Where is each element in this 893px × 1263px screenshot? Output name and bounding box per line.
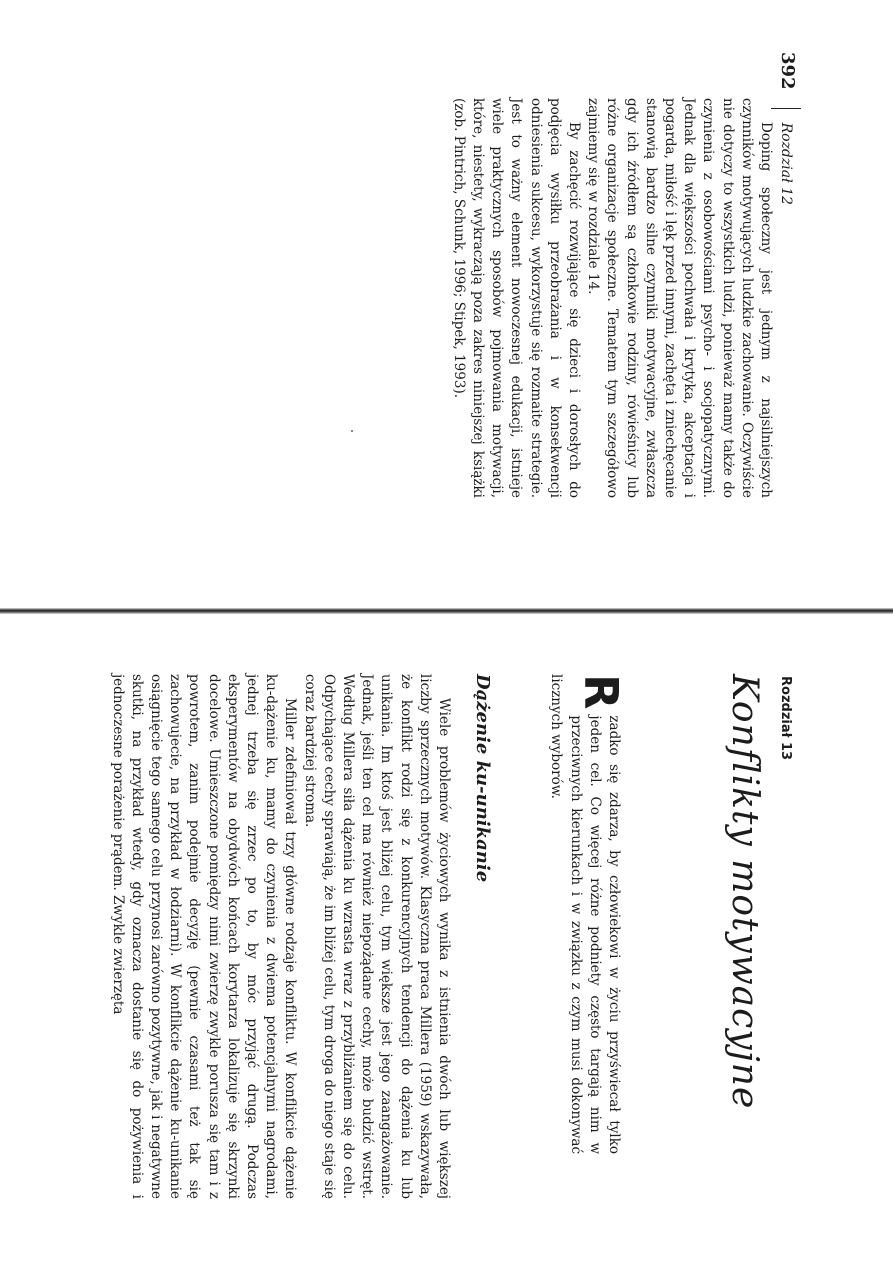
paragraph: Wiele problemów życiowych wynika z istnienia dwóch lub większej liczby sprzecznych motywów. Klasyczna praca Millera (1959) wskazywała, że konflikt rodzi się z konkurencyjnych tendencji do dążenia ku lub unikania. Im ktoś jest bliżej celu, tym większe jest jego zaangażowanie. Jednak, jeśli ten cel ma również niepożądane cechy, może budzić wstręt. Według Millera siła dążenia ku wzrasta wraz z przybliżaniem się do celu. Odpychające cechy sprawiają, że im bliżej celu, tym droga do niego staje się coraz bardziej stroma. <box>301 674 452 1199</box>
header-divider <box>771 108 801 109</box>
paragraph: By zachęcić rozwijające się dzieci i dorosłych do podjęcia wysiłku przeobrażania i w konsekwencji odniesienia sukcesu, wykorzystuje się rozmaite strategie. Jest to ważny element nowoczesnej edukacji, istnieje wiele praktycznych sposobów pojmowania motywacji, które, niestety, wykraczają poza zakres niniejszej książki (zob. Pintrich, Schunk, 1996; Stipek, 1993). <box>450 98 582 498</box>
section-heading: Dążenie ku-unikanie <box>472 674 493 883</box>
scan-speck <box>351 430 353 432</box>
paragraph: Miller zdefiniował trzy główne rodzaje konfliktu. W konflikcie dążenie ku-dążenie ku, mamy do czynienia z dwiema potencjalnymi nagrodami, jednej trzeba się zrzec po to, by móc przyjąć drugą. Podczas eksperymentów na obydwóch końcach korytarza lokalizuje się skrzynki docelowe. Umieszczone pomiędzy nimi zwierzę zwykle porusza się tam i z powrotem, zanim podejmie decyzję (pewnie czasami też tak się zachowujecie, na przykład w łodziarni). W konflikcie dążenie ku-unikanie osiągnięcie tego samego celu przynosi zarówno pozytywne, jak i negatywne skutki, na przykład wtedy, gdy oznacza dostanie się do pożywienia i jednoczesne porażenie prądem. Zwykle zwierzęta <box>109 674 299 1199</box>
running-header <box>771 52 801 205</box>
chapter-title: Konflikty motywacyjne <box>724 674 765 1110</box>
paragraph: Doping społeczny jest jednym z najsilniejszych czynników motywujących ludzkie zachowanie. Oczywiście nie dotyczy to wszystkich ludzi, ponieważ mamy także do czynienia z osobowościami psycho- i socjopatycznymi. Jednak dla większości pochwała i krytyka, akceptacja i pogarda, miłość i lęk przed innymi, zachęta i zniechęcanie stanowią bardzo silne czynniki motywacyjne, zwłaszcza gdy ich źródłem są członkowie rodziny, rówieśnicy lub różne organizacje społeczne. Tematem tym szczegółowo zajmiemy się w rozdziale 14. <box>585 98 774 498</box>
page-number: 392 <box>777 52 798 90</box>
drop-cap: R <box>574 674 628 710</box>
right-page-body <box>107 674 453 1199</box>
chapter-intro <box>546 674 628 1154</box>
running-header-chapter: Rozdział 12 <box>778 122 794 205</box>
chapter-label: Rozdział 13 <box>778 676 793 761</box>
intro-paragraph: zadko się zdarza, by człowiekowi w życiu przyświecał tylko jeden cel. Co więcej różne podniety często targają nim w przeciwnych kierunkach i w związku z czym musi dokonywać licznych wyborów. <box>548 674 622 1154</box>
left-page-body <box>449 98 775 498</box>
book-gutter <box>0 608 893 614</box>
left-page <box>0 0 893 612</box>
right-page <box>0 628 893 1263</box>
